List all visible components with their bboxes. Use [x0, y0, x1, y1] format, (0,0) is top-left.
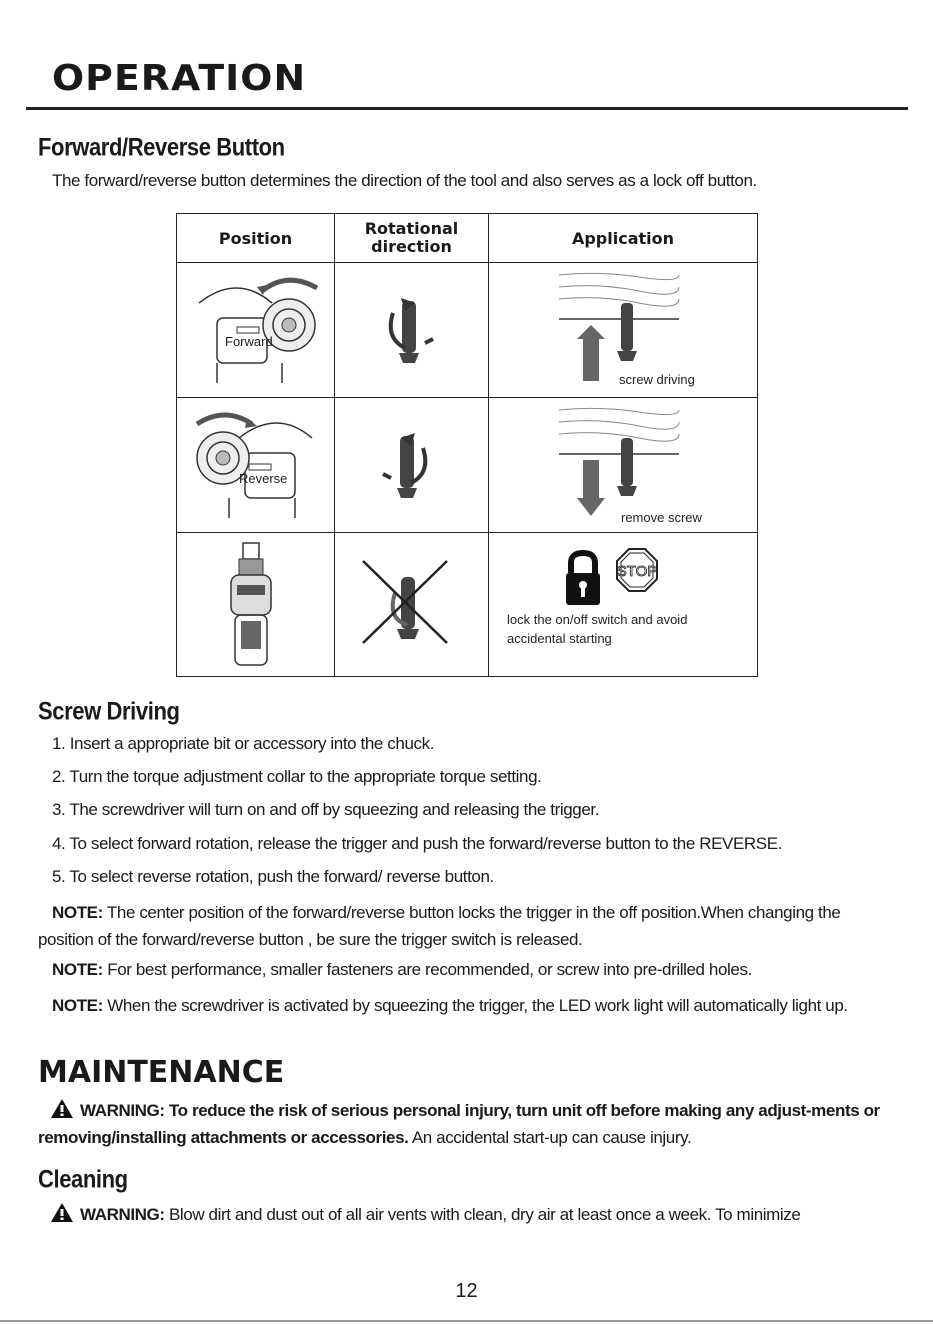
maintenance-warning	[38, 1097, 898, 1151]
no-rotation-icon	[335, 533, 488, 676]
lock-label-line2: accidental starting	[507, 631, 612, 646]
cleaning-warning-text: Blow dirt and dust out of all air vents with clean, dry air at least once a week. To minimize	[164, 1205, 801, 1224]
table-header-row	[177, 214, 758, 263]
forward-reverse-intro: The forward/reverse button determines the direction of the tool and also serves as a lock off button.	[52, 171, 757, 190]
position-lock-cell	[177, 533, 335, 677]
rotation-counterclockwise-cell	[335, 398, 489, 533]
step-1: 1. Insert a appropriate bit or accessory into the chuck.	[52, 734, 435, 753]
step-4: 4. To select forward rotation, release the trigger and push the forward/reverse button to the REVERSE.	[52, 834, 782, 853]
screw-driving-label: screw driving	[619, 372, 695, 387]
cleaning-warning-label: WARNING:	[80, 1205, 165, 1224]
note-1-text: The center position of the forward/reverse button locks the trigger in the off position.When changing the position of the forward/reverse button , be sure the trigger switch is released.	[38, 903, 841, 949]
note-3	[38, 992, 898, 1019]
application-lock-cell	[489, 533, 758, 677]
forward-reverse-heading: Forward/Reverse Button	[38, 133, 285, 161]
table-row	[177, 533, 758, 677]
header-application: Application	[489, 214, 758, 263]
note-1	[38, 899, 898, 953]
maintenance-warning-rest: An accidental start-up can cause injury.	[408, 1128, 692, 1147]
screw-counterclockwise-icon	[335, 398, 488, 532]
note-3-text: When the screwdriver is activated by squeezing the trigger, the LED work light will automatically light up.	[102, 996, 848, 1015]
note-2-label: NOTE:	[52, 960, 103, 979]
maintenance-heading: MAINTENANCE	[38, 1055, 285, 1090]
position-reverse-cell	[177, 398, 335, 533]
reverse-label: Reverse	[239, 471, 288, 486]
forward-tool-illustration	[177, 263, 334, 397]
step-3: 3. The screwdriver will turn on and off by squeezing and releasing the trigger.	[52, 800, 600, 819]
header-position: Position	[177, 214, 335, 263]
header-rotational-line2: direction	[371, 237, 452, 256]
page-bottom-edge	[0, 1320, 933, 1322]
screw-driving-illustration	[489, 263, 757, 397]
forward-label: Forward	[225, 334, 273, 349]
lock-stop-illustration	[489, 533, 757, 676]
remove-screw-illustration	[489, 398, 757, 532]
maintenance-warning-bold: WARNING: To reduce the risk of serious personal injury, turn unit off before making any adjust-ments or removing/installing attachments or accessories.	[38, 1101, 880, 1147]
screw-driving-heading: Screw Driving	[38, 697, 180, 725]
page-number: 12	[455, 1280, 478, 1302]
locked-tool-illustration	[177, 533, 334, 676]
stop-text: STOP	[616, 563, 658, 580]
lock-icon	[571, 553, 595, 573]
step-5: 5. To select reverse rotation, push the forward/ reverse button.	[52, 867, 494, 886]
table-row	[177, 398, 758, 533]
operation-table	[176, 213, 758, 677]
note-2-text: For best performance, smaller fasteners are recommended, or screw into pre-drilled holes.	[102, 960, 752, 979]
application-remove-screw-cell	[489, 398, 758, 533]
step-2: 2. Turn the torque adjustment collar to the appropriate torque setting.	[52, 767, 542, 786]
cleaning-warning	[50, 1202, 910, 1226]
title-divider	[26, 107, 908, 110]
screw-clockwise-icon	[335, 263, 488, 397]
note-3-label: NOTE:	[52, 996, 103, 1015]
note-1-label: NOTE:	[52, 903, 103, 922]
warning-icon	[50, 1202, 74, 1223]
rotation-clockwise-cell	[335, 263, 489, 398]
table-row	[177, 263, 758, 398]
page-title: OPERATION	[52, 58, 307, 99]
remove-screw-label: remove screw	[621, 510, 702, 525]
header-rotational	[335, 214, 489, 263]
header-rotational-line1: Rotational	[364, 219, 459, 238]
rotation-locked-cell	[335, 533, 489, 677]
lock-label-line1: lock the on/off switch and avoid	[507, 612, 688, 627]
warning-icon	[50, 1098, 74, 1119]
cleaning-heading: Cleaning	[38, 1165, 128, 1193]
reverse-tool-illustration	[177, 398, 334, 532]
position-forward-cell	[177, 263, 335, 398]
note-2	[52, 959, 752, 981]
application-screw-driving-cell	[489, 263, 758, 398]
